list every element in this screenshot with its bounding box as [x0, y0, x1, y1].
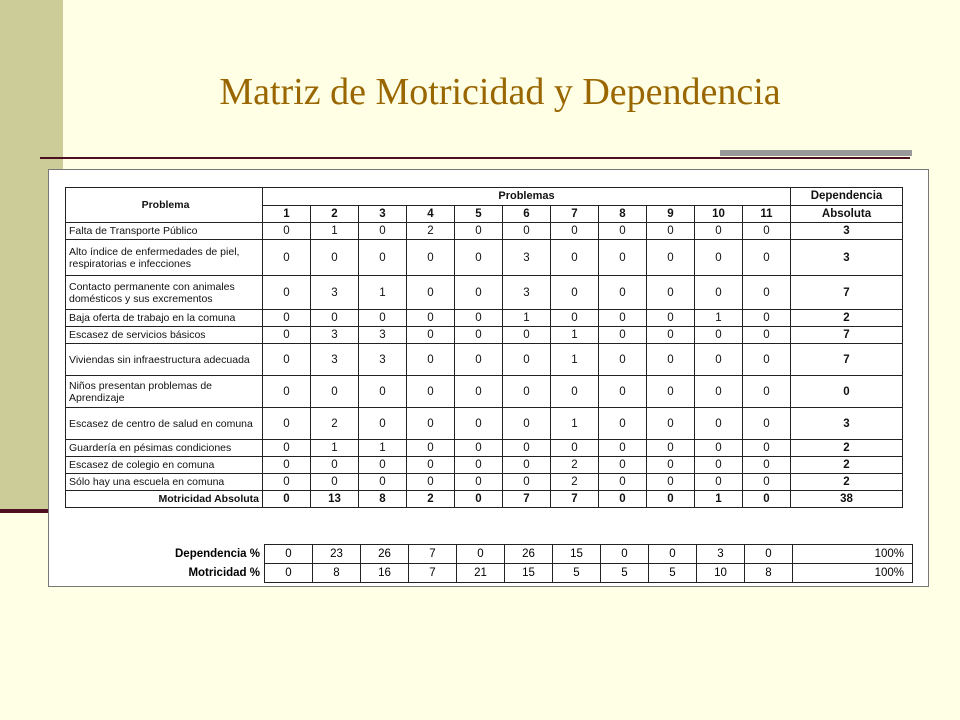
percent-cell: 16	[361, 564, 409, 583]
matrix-cell: 1	[551, 408, 599, 440]
dependency-value: 2	[791, 310, 903, 327]
column-header: 3	[359, 205, 407, 223]
matrix-cell: 1	[503, 310, 551, 327]
matrix-cell: 0	[407, 376, 455, 408]
matrix-cell: 2	[311, 408, 359, 440]
percent-cell: 7	[409, 564, 457, 583]
matrix-cell: 3	[311, 276, 359, 310]
motricidad-percent-total: 100%	[793, 564, 913, 583]
motricidad-cell: 7	[551, 491, 599, 508]
matrix-cell: 0	[263, 276, 311, 310]
dependency-value: 3	[791, 240, 903, 276]
motricidad-percent-row	[65, 564, 913, 583]
title-rule	[40, 157, 910, 159]
problem-label: Viviendas sin infraestructura adecuada	[66, 344, 263, 376]
matrix-cell: 0	[503, 474, 551, 491]
matrix-cell: 0	[647, 376, 695, 408]
percent-cell: 0	[457, 545, 505, 564]
matrix-cell: 0	[455, 327, 503, 344]
problem-label: Alto índice de enfermedades de piel, respiratorias e infecciones	[66, 240, 263, 276]
dependency-value: 3	[791, 408, 903, 440]
matrix-cell: 0	[359, 223, 407, 240]
matrix-cell: 0	[455, 344, 503, 376]
matrix-cell: 0	[263, 457, 311, 474]
matrix-cell: 0	[503, 344, 551, 376]
matrix-cell: 0	[647, 408, 695, 440]
title-rule-accent	[720, 150, 912, 156]
matrix-cell: 0	[647, 344, 695, 376]
column-header: 9	[647, 205, 695, 223]
header-problema: Problema	[66, 188, 263, 223]
dependency-value: 2	[791, 474, 903, 491]
problem-label: Niños presentan problemas de Aprendizaje	[66, 376, 263, 408]
matrix-cell: 0	[599, 474, 647, 491]
matrix-cell: 0	[263, 344, 311, 376]
matrix-cell: 0	[551, 376, 599, 408]
percent-cell: 23	[313, 545, 361, 564]
matrix-cell: 0	[743, 344, 791, 376]
matrix-cell: 1	[311, 440, 359, 457]
matrix-cell: 0	[455, 408, 503, 440]
percent-cell: 5	[553, 564, 601, 583]
matrix-cell: 0	[743, 474, 791, 491]
percent-cell: 8	[313, 564, 361, 583]
column-header: 7	[551, 205, 599, 223]
problem-label: Contacto permanente con animales domésticos y sus excrementos	[66, 276, 263, 310]
problem-label: Guardería en pésimas condiciones	[66, 440, 263, 457]
header-absoluta: Absoluta	[791, 205, 903, 223]
matrix-cell: 0	[263, 474, 311, 491]
matrix-cell: 0	[359, 457, 407, 474]
dependency-value: 2	[791, 440, 903, 457]
matrix-cell: 0	[599, 408, 647, 440]
problem-label: Escasez de colegio en comuna	[66, 457, 263, 474]
matrix-cell: 0	[599, 344, 647, 376]
column-header: 8	[599, 205, 647, 223]
table-row	[66, 240, 903, 276]
matrix-cell: 0	[551, 440, 599, 457]
table-row	[66, 344, 903, 376]
matrix-cell: 0	[551, 310, 599, 327]
percent-cell: 15	[505, 564, 553, 583]
motricidad-cell: 7	[503, 491, 551, 508]
percent-cell: 0	[649, 545, 697, 564]
matrix-cell: 0	[743, 327, 791, 344]
matrix-cell: 0	[455, 457, 503, 474]
matrix-cell: 0	[599, 376, 647, 408]
matrix-cell: 0	[647, 276, 695, 310]
matrix-cell: 0	[359, 408, 407, 440]
matrix-cell: 0	[695, 440, 743, 457]
percent-cell: 26	[361, 545, 409, 564]
matrix-cell: 0	[743, 276, 791, 310]
matrix-cell: 0	[359, 240, 407, 276]
table-row	[66, 310, 903, 327]
matrix-cell: 0	[695, 408, 743, 440]
matrix-cell: 3	[503, 276, 551, 310]
matrix-cell: 0	[407, 408, 455, 440]
matrix-cell: 0	[647, 474, 695, 491]
matrix-cell: 0	[503, 327, 551, 344]
dependency-value: 7	[791, 327, 903, 344]
matrix-cell: 0	[695, 474, 743, 491]
matrix-cell: 0	[599, 276, 647, 310]
table-row	[66, 327, 903, 344]
problem-label: Falta de Transporte Público	[66, 223, 263, 240]
matrix-cell: 0	[407, 310, 455, 327]
matrix-cell: 0	[311, 474, 359, 491]
matrix-cell: 0	[455, 474, 503, 491]
matrix-table	[65, 187, 903, 508]
problem-label: Sólo hay una escuela en comuna	[66, 474, 263, 491]
matrix-cell: 0	[647, 440, 695, 457]
matrix-cell: 2	[551, 474, 599, 491]
motricidad-cell: 0	[743, 491, 791, 508]
matrix-cell: 0	[599, 310, 647, 327]
matrix-cell: 0	[455, 240, 503, 276]
dependency-value: 2	[791, 457, 903, 474]
matrix-cell: 0	[503, 408, 551, 440]
column-header: 1	[263, 205, 311, 223]
matrix-cell: 0	[455, 223, 503, 240]
matrix-cell: 1	[695, 310, 743, 327]
matrix-cell: 3	[311, 327, 359, 344]
matrix-cell: 0	[647, 327, 695, 344]
motricidad-cell: 13	[311, 491, 359, 508]
column-header: 10	[695, 205, 743, 223]
matrix-cell: 0	[599, 327, 647, 344]
table-row	[66, 408, 903, 440]
matrix-cell: 0	[647, 240, 695, 276]
matrix-cell: 0	[695, 457, 743, 474]
matrix-cell: 1	[551, 344, 599, 376]
matrix-cell: 0	[359, 474, 407, 491]
matrix-cell: 0	[263, 240, 311, 276]
matrix-cell: 0	[407, 276, 455, 310]
table-row	[66, 474, 903, 491]
percent-cell: 21	[457, 564, 505, 583]
column-header: 4	[407, 205, 455, 223]
matrix-cell: 0	[743, 376, 791, 408]
percent-cell: 5	[649, 564, 697, 583]
header-dependencia: Dependencia	[791, 188, 903, 206]
matrix-cell: 0	[407, 474, 455, 491]
motricidad-total: 38	[791, 491, 903, 508]
matrix-cell: 3	[503, 240, 551, 276]
column-header: 11	[743, 205, 791, 223]
matrix-cell: 0	[407, 327, 455, 344]
table-row	[66, 276, 903, 310]
matrix-cell: 0	[695, 344, 743, 376]
matrix-cell: 0	[743, 310, 791, 327]
slide-title: Matriz de Motricidad y Dependencia	[219, 71, 781, 113]
header-problemas: Problemas	[263, 188, 791, 206]
matrix-cell: 0	[599, 440, 647, 457]
matrix-cell: 0	[551, 276, 599, 310]
dependency-value: 7	[791, 344, 903, 376]
table-row	[66, 457, 903, 474]
matrix-cell: 3	[359, 327, 407, 344]
matrix-cell: 0	[263, 327, 311, 344]
matrix-cell: 1	[359, 276, 407, 310]
matrix-cell: 0	[311, 457, 359, 474]
motricidad-percent-label: Motricidad %	[188, 567, 260, 579]
matrix-cell: 0	[359, 376, 407, 408]
matrix-cell: 1	[359, 440, 407, 457]
matrix-cell: 0	[263, 440, 311, 457]
matrix-cell: 0	[695, 376, 743, 408]
motricidad-cell: 0	[647, 491, 695, 508]
percent-cell: 8	[745, 564, 793, 583]
table-row	[66, 440, 903, 457]
matrix-cell: 0	[647, 310, 695, 327]
percent-cell: 0	[745, 545, 793, 564]
matrix-cell: 0	[551, 223, 599, 240]
dependency-value: 0	[791, 376, 903, 408]
motricidad-cell: 1	[695, 491, 743, 508]
motricidad-label: Motricidad Absoluta	[66, 491, 263, 508]
motricidad-cell: 2	[407, 491, 455, 508]
problem-label: Escasez de centro de salud en comuna	[66, 408, 263, 440]
matrix-cell: 0	[743, 240, 791, 276]
dependencia-percent-row	[65, 545, 913, 564]
matrix-cell: 0	[455, 440, 503, 457]
matrix-cell: 0	[263, 408, 311, 440]
matrix-cell: 0	[647, 457, 695, 474]
motricidad-row	[66, 491, 903, 508]
dependencia-percent-label: Dependencia %	[175, 548, 260, 560]
matrix-cell: 0	[503, 457, 551, 474]
matrix-cell: 0	[263, 376, 311, 408]
motricidad-cell: 0	[263, 491, 311, 508]
matrix-cell: 0	[455, 276, 503, 310]
matrix-cell: 0	[743, 408, 791, 440]
matrix-cell: 0	[695, 240, 743, 276]
dependency-value: 7	[791, 276, 903, 310]
motricidad-cell: 0	[599, 491, 647, 508]
matrix-cell: 0	[407, 240, 455, 276]
matrix-cell: 0	[743, 223, 791, 240]
percent-cell: 0	[265, 564, 313, 583]
matrix-cell: 0	[263, 223, 311, 240]
percent-cell: 5	[601, 564, 649, 583]
matrix-cell: 0	[695, 223, 743, 240]
matrix-cell: 0	[503, 223, 551, 240]
problem-label: Baja oferta de trabajo en la comuna	[66, 310, 263, 327]
motricidad-cell: 0	[455, 491, 503, 508]
matrix-cell: 0	[599, 223, 647, 240]
matrix-cell: 0	[503, 376, 551, 408]
matrix-cell: 0	[263, 310, 311, 327]
matrix-cell: 1	[311, 223, 359, 240]
matrix-cell: 0	[455, 376, 503, 408]
table-row	[66, 223, 903, 240]
percent-cell: 26	[505, 545, 553, 564]
column-header: 5	[455, 205, 503, 223]
matrix-cell: 0	[743, 457, 791, 474]
matrix-cell: 0	[311, 310, 359, 327]
problem-label: Escasez de servicios básicos	[66, 327, 263, 344]
dependency-value: 3	[791, 223, 903, 240]
percent-cell: 0	[601, 545, 649, 564]
percent-cell: 15	[553, 545, 601, 564]
matrix-cell: 0	[695, 276, 743, 310]
matrix-cell: 3	[311, 344, 359, 376]
dependencia-percent-total: 100%	[793, 545, 913, 564]
percent-cell: 0	[265, 545, 313, 564]
percent-cell: 3	[697, 545, 745, 564]
matrix-image	[48, 169, 929, 587]
matrix-cell: 1	[551, 327, 599, 344]
matrix-cell: 0	[359, 310, 407, 327]
matrix-cell: 0	[599, 240, 647, 276]
column-header: 6	[503, 205, 551, 223]
matrix-cell: 3	[359, 344, 407, 376]
table-row	[66, 376, 903, 408]
matrix-cell: 0	[599, 457, 647, 474]
matrix-cell: 0	[407, 344, 455, 376]
column-header: 2	[311, 205, 359, 223]
matrix-cell: 0	[551, 240, 599, 276]
matrix-cell: 0	[407, 457, 455, 474]
percent-cell: 7	[409, 545, 457, 564]
matrix-cell: 0	[743, 440, 791, 457]
matrix-cell: 2	[407, 223, 455, 240]
matrix-cell: 0	[455, 310, 503, 327]
percent-cell: 10	[697, 564, 745, 583]
matrix-cell: 0	[647, 223, 695, 240]
matrix-cell: 0	[311, 376, 359, 408]
matrix-cell: 0	[311, 240, 359, 276]
matrix-cell: 0	[503, 440, 551, 457]
matrix-cell: 0	[695, 327, 743, 344]
percent-table	[65, 544, 913, 583]
motricidad-cell: 8	[359, 491, 407, 508]
matrix-cell: 0	[407, 440, 455, 457]
matrix-cell: 2	[551, 457, 599, 474]
